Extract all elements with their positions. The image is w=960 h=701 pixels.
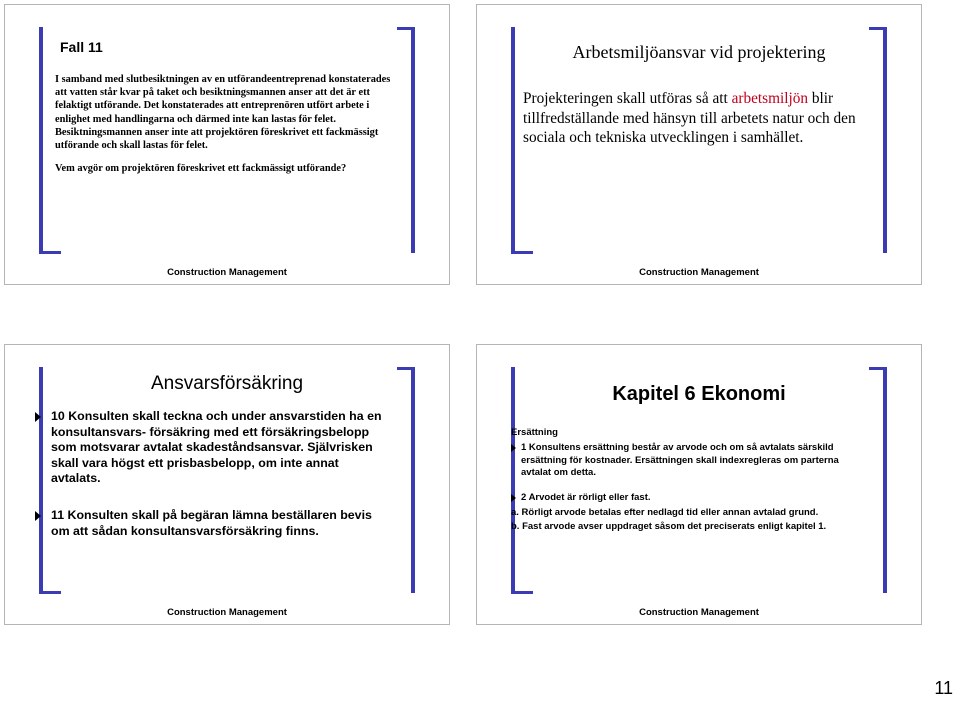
highlight-term: arbetsmiljön xyxy=(731,90,809,107)
list-item-b: b. Fast arvode avser uppdraget såsom det preciserats enligt kapitel 1. xyxy=(511,521,827,532)
slide-arbetsmiljoansvar xyxy=(476,4,922,285)
arrow-bullet-icon xyxy=(511,444,516,452)
list-item-1: 1 Konsultens ersättning består av arvode och om så avtalats särskild ersättning för kostnader. Ersättningen skall indexregleras om parterna avtalat om detta. xyxy=(511,442,861,480)
list-item-2: 2 Arvodet är rörligt eller fast. xyxy=(511,492,861,505)
page-number: 11 xyxy=(934,678,953,698)
slide-footer: Construction Management xyxy=(639,607,759,618)
slide-title: Kapitel 6 Ekonomi xyxy=(612,383,786,405)
case-description: I samband med slutbesiktningen av en utförandeentreprenad konstaterades att vatten står kvar på taket och besiktningsmannen anser att det är ett felaktigt utförande. Det konstaterades att entreprenören utfört arbete i enlighet med handlingarna och därmed inte kan lastas för felet. Besiktningsmannen anser inte att projektören föreskrivet ett fackmässigt utförande och skall lastas för felet. xyxy=(55,74,391,152)
slide-ansvarsforsakring xyxy=(4,344,450,625)
list-item-a: a. Rörligt arvode betalas efter nedlagd tid eller annan avtalad grund. xyxy=(511,507,819,518)
arrow-bullet-icon xyxy=(511,494,516,502)
slide-title: Ansvarsförsäkring xyxy=(150,373,304,394)
slide-footer: Construction Management xyxy=(639,267,759,278)
slide-footer: Construction Management xyxy=(167,607,287,618)
bullet-item-10: 10 Konsulten skall teckna och under ansvarstiden ha en konsultansvars- försäkring med ett försäkringsbelopp som motsvarar avtalat skadeståndsansvar. Självrisken skall vara högst ett prisbasbelopp, om inte annat avtalats. xyxy=(35,409,385,487)
case-question: Vem avgör om projektören föreskrivet ett fackmässigt utförande? xyxy=(55,163,347,174)
slide-footer: Construction Management xyxy=(167,267,287,278)
slide-title: Fall 11 xyxy=(60,39,103,55)
section-heading: Ersättning xyxy=(511,427,558,438)
arrow-bullet-icon xyxy=(35,511,41,521)
slide-fall-11 xyxy=(4,4,450,285)
slide-kapitel-6-ekonomi xyxy=(476,344,922,625)
slide-body: Projekteringen skall utföras så att arbetsmiljön blir tillfredställande med hänsyn till arbetets natur och den sociala och tekniska utvecklingen i samhället. xyxy=(523,90,856,146)
slide-title: Arbetsmiljöansvar vid projektering xyxy=(572,42,826,62)
arrow-bullet-icon xyxy=(35,412,41,422)
bullet-item-11: 11 Konsulten skall på begäran lämna beställaren bevis om att sådan konsultansvarsförsäkring finns. xyxy=(35,508,385,539)
